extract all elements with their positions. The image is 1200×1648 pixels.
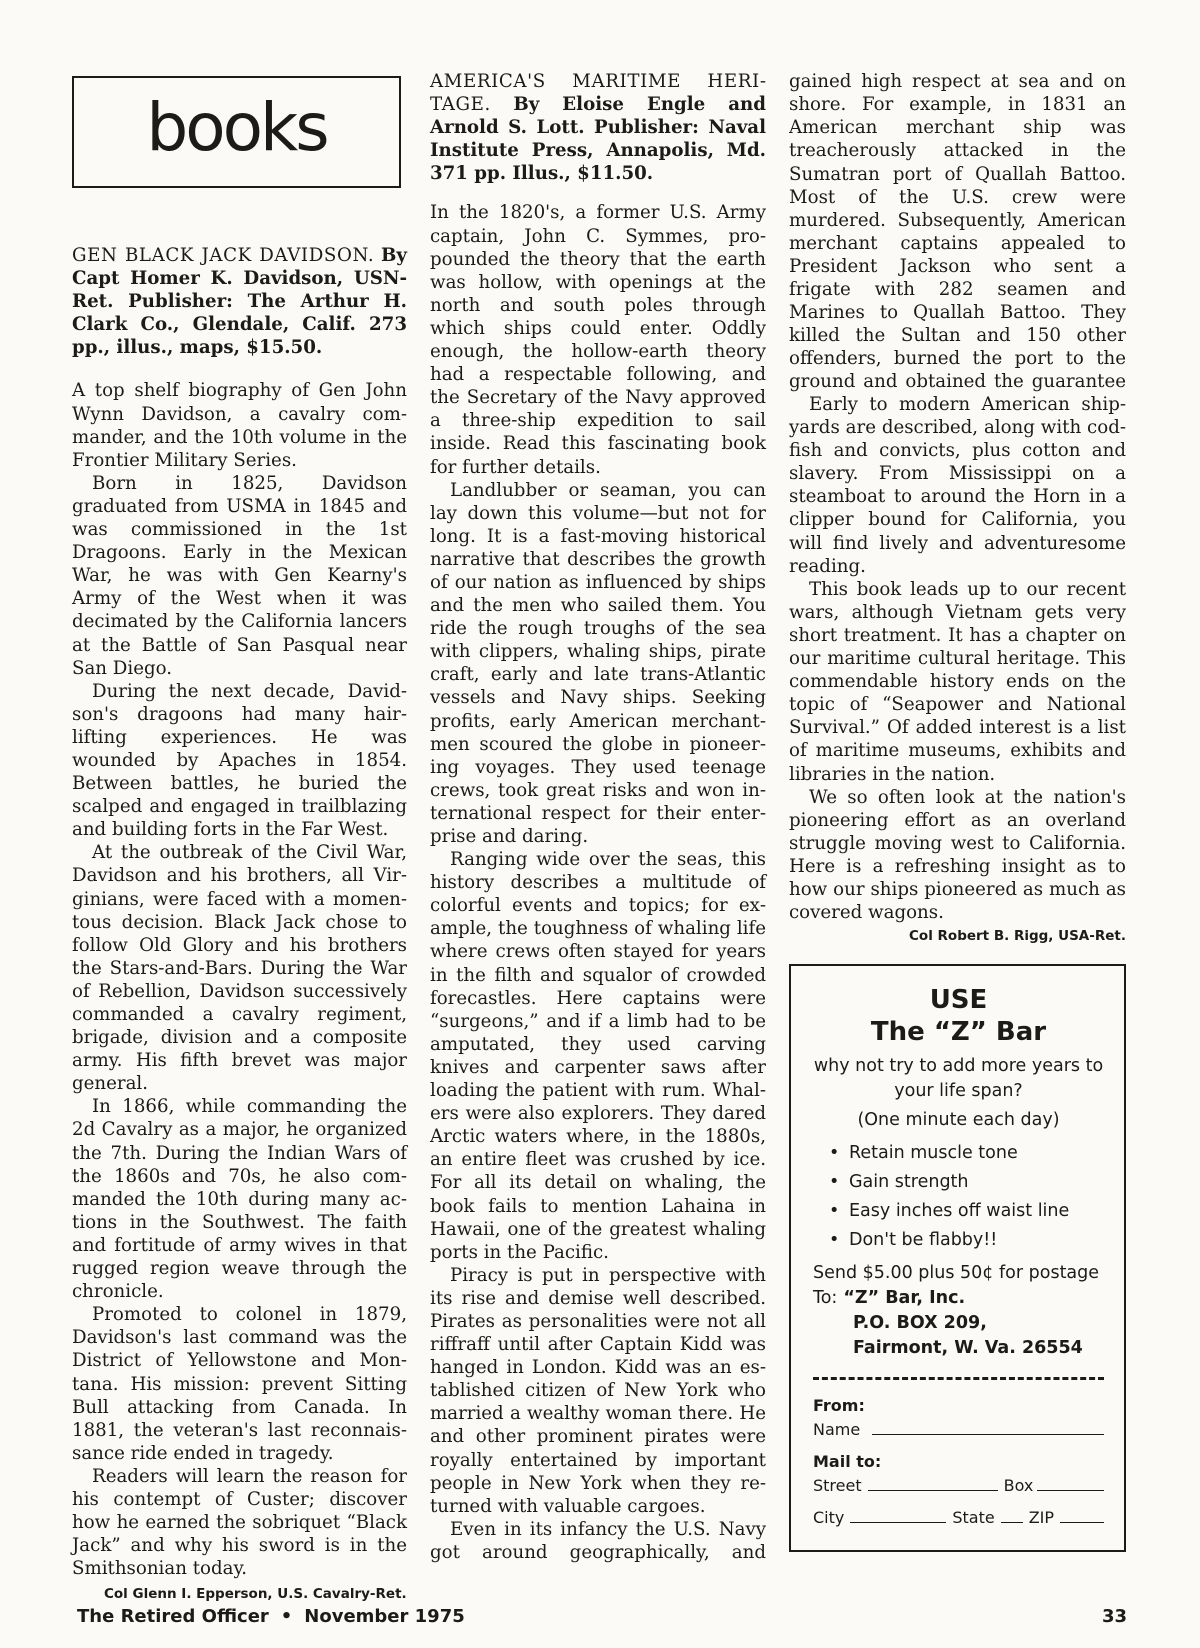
form-city-label: City [813, 1508, 845, 1528]
ad-benefit-text: Easy inches off waist line [849, 1201, 1070, 1222]
ad-city: Fairmont, W. Va. 26554 [853, 1338, 1083, 1359]
column-3 [789, 70, 1126, 1552]
form-name-field [872, 1418, 1104, 1435]
ad-cut-line [813, 1377, 1104, 1380]
review-1-title: GEN BLACK JACK DAVIDSON. [72, 245, 375, 266]
bullet-icon: • [829, 1201, 840, 1222]
ad-benefit-text: Retain muscle tone [849, 1143, 1018, 1164]
form-city-row [813, 1506, 1104, 1530]
review-2-title: AMERICA'S MARITIME HERITAGE. [430, 71, 766, 116]
ad-benefit-item [813, 1197, 1104, 1226]
books-logo-text: books [146, 89, 327, 166]
column-1 [72, 70, 407, 1604]
review-1-paragraph: In 1866, while commanding the 2d Cavalry as a major, he organized the 7th. During the Indian Wars of the 1860s and 70s, he also commanded the 10th during many actions in the Southwest. The faith and fortitude of army wives in that rugged region weave through the chronicle. [72, 1096, 407, 1303]
bullet-icon: • [829, 1143, 840, 1164]
ad-benefit-item [813, 1139, 1104, 1168]
review-2-paragraph-continued-text: gained high respect at sea and on shore. For example, in 1831 an American merchant ship was treacherously attacked in the Sumatran port of Quallah Battoo. Most of the U.S. crew were murdered. Subsequently, American merchant captains appealed to President Jackson who sent a frigate with 282 seamen and Marines to Quallah Battoo. They killed the Sultan and 150 other offenders, burned the port to the ground and obtained the guarantee [789, 71, 1126, 393]
review-2-paragraph: We so often look at the nation's pioneering effort as an overland struggle moving west to California. Here is a refreshing insight as to how our ships pioneered as much as covered wagons. [789, 786, 1126, 924]
ad-order-form [813, 1394, 1104, 1530]
page-number: 33 [1101, 1606, 1127, 1627]
footer-publication: The Retired Officer [77, 1606, 269, 1627]
ad-minute-note: (One minute each day) [857, 1110, 1060, 1131]
footer-publication-line [77, 1606, 465, 1627]
form-state-label: State [952, 1508, 995, 1528]
ad-benefit-text: Gain strength [849, 1172, 969, 1193]
ad-benefit-item [813, 1226, 1104, 1255]
ad-to-label: To: [813, 1288, 838, 1309]
review-1-paragraph: A top shelf biography of Gen John Wynn Davidson, a cavalry commander, and the 10th volume in the Frontier Military Series. [72, 380, 407, 471]
form-street-field [868, 1474, 998, 1491]
review-2-paragraph: This book leads up to our recent wars, although Vietnam gets very short treatment. It has a chapter on our maritime cultural heritage. This commendable history ends on the topic of “Seapower and National Survival.” Of added interest is a list of maritime museums, exhibits and libraries in the nation. [789, 578, 1126, 785]
review-2-paragraph: Piracy is put in perspective with its rise and demise well described. Pirates as personalities were not all riffraff until after Captain Kidd was hanged in London. Kidd was an established citizen of New York who married a wealthy woman there. He and other prominent pirates were royally entertained by important people in New York when they returned with valuable cargoes. [430, 1264, 766, 1517]
ad-company-name: “Z” Bar, Inc. [843, 1288, 966, 1309]
form-zip-label: ZIP [1028, 1508, 1055, 1528]
ad-benefit-text: Don't be flabby!! [849, 1230, 998, 1251]
review-2-paragraph: In the 1820's, a former U.S. Army captain, John C. Symmes, propounded the theory that the earth was hollow, with openings at the north and south poles through which ships could enter. Oddly enough, the hollow-earth theory had a respectable following, and the Secretary of the Navy approved a three-ship expedition to sail inside. Read this fascinating book for further details. [430, 202, 766, 478]
review-2-paragraph: Landlubber or seaman, you can lay down this volume—but not for long. It is a fast-moving historical narrative that describes the growth of our nation as influenced by ships and the men who sailed them. You ride the rough troughs of the sea with clippers, whaling ships, pirate craft, early and late trans-Atlantic vessels and Navy ships. Seeking profits, early American merchantmen scoured the globe in pioneering voyages. They used teenage crews, took great risks and won international respect for their enterprise and daring. [430, 479, 766, 847]
review-1-heading [72, 244, 407, 359]
form-name-label: Name [813, 1420, 861, 1440]
ad-pobox: P.O. BOX 209, [853, 1313, 987, 1334]
review-1-paragraph: Promoted to colonel in 1879, Davidson's last command was the District of Yellowstone and Montana. His mission: prevent Sitting Bull attacking from Canada. In 1881, the veteran's last reconnaissance ride ended in tragedy. [72, 1304, 407, 1464]
z-bar-advertisement [789, 964, 1126, 1552]
ad-product-name: The “Z” Bar [870, 1017, 1047, 1048]
footer-bullet-icon: • [280, 1606, 293, 1627]
review-2-meta: By Eloise Engle and Arnold S. Lott. Publisher: Naval Institute Press, Annapolis, Md. 371 pp. Illus., $11.50. [430, 94, 766, 185]
bullet-icon: • [829, 1230, 840, 1251]
review-2-paragraph: Ranging wide over the seas, this history describes a multitude of colorful events and topics; for example, the toughness of whaling life where crews often stayed for years in the filth and squalor of crowded forecastles. Here captains were “surgeons,” and if a limb had to be amputated, they used carving knives and carpenter saws after loading the patient with rum. Whalers were also explorers. They dared Arctic waters where, in the 1880s, an entire fleet was crushed by ice. For all its detail on whaling, the book fails to mention Lahaina in Hawaii, one of the greatest whaling ports in the Pacific. [430, 849, 766, 1263]
form-state-field [1001, 1506, 1023, 1523]
books-section-logo [72, 76, 401, 188]
review-1-paragraph: Born in 1825, Davidson graduated from USMA in 1845 and was commissioned in the 1st Dragoons. Early in the Mexican War, he was with Gen Kearny's Army of the West when it was decimated by the California lancers at the Battle of San Pasqual near San Diego. [72, 472, 407, 679]
ad-pitch: why not try to add more years to your life span? [813, 1056, 1104, 1102]
form-street-row [813, 1474, 1104, 1498]
form-name-row [813, 1418, 1104, 1442]
form-city-field [850, 1506, 946, 1523]
review-2-signature: Col Robert B. Rigg, USA-Ret. [909, 928, 1126, 945]
review-1-signature: Col Glenn I. Epperson, U.S. Cavalry-Ret. [104, 1586, 407, 1603]
review-1-meta: By Capt Homer K. Davidson, USN-Ret. Publisher: The Arthur H. Clark Co., Glendale, Calif. 273 pp., illus., maps, $15.50. [72, 245, 407, 359]
form-from-label: From: [813, 1396, 865, 1416]
column-2 [430, 70, 766, 1564]
review-1-paragraph: During the next decade, Davidson's dragoons had many hair-lifting experiences. He was wounded by Apaches in 1854. Between battles, he buried the scalped and engaged in trailblazing and building forts in the Far West. [72, 680, 407, 841]
form-street-label: Street [813, 1476, 862, 1496]
ad-address-company [813, 1286, 1104, 1311]
ad-postage-note: Send $5.00 plus 50¢ for postage [813, 1263, 1100, 1284]
ad-benefit-item [813, 1168, 1104, 1197]
review-2-paragraph-continued [789, 70, 1126, 393]
review-2-paragraph-split: Even in its infancy the U.S. Navy got around geographically, and [430, 1518, 766, 1563]
review-1-paragraph: At the outbreak of the Civil War, Davidson and his brothers, all Virginians, were faced with a momentous decision. Black Jack chose to follow Old Glory and his brothers the Stars-and-Bars. During the War of Rebellion, Davidson successively commanded a cavalry regiment, brigade, division and a composite army. His fifth brevet was major general. [72, 842, 407, 1095]
ad-benefit-list [813, 1139, 1104, 1255]
form-box-field [1037, 1474, 1104, 1491]
ad-use-heading: USE [929, 985, 988, 1016]
review-2-heading [430, 70, 766, 185]
review-2-paragraph: Early to modern American shipyards are described, along with codfish and convicts, plus cotton and slavery. From Mississippi on a steamboat to around the Horn in a clipper bound for California, you will find lively and adventuresome reading. [789, 394, 1126, 577]
form-mailto-label: Mail to: [813, 1452, 882, 1472]
footer-date: November 1975 [304, 1606, 465, 1627]
bullet-icon: • [829, 1172, 840, 1193]
form-box-label: Box [1003, 1476, 1034, 1496]
form-zip-field [1060, 1506, 1104, 1523]
review-1-paragraph: Readers will learn the reason for his contempt of Custer; discover how he earned the sobriquet “Black Jack” and why his sword is in the Smithsonian today. [72, 1465, 407, 1580]
